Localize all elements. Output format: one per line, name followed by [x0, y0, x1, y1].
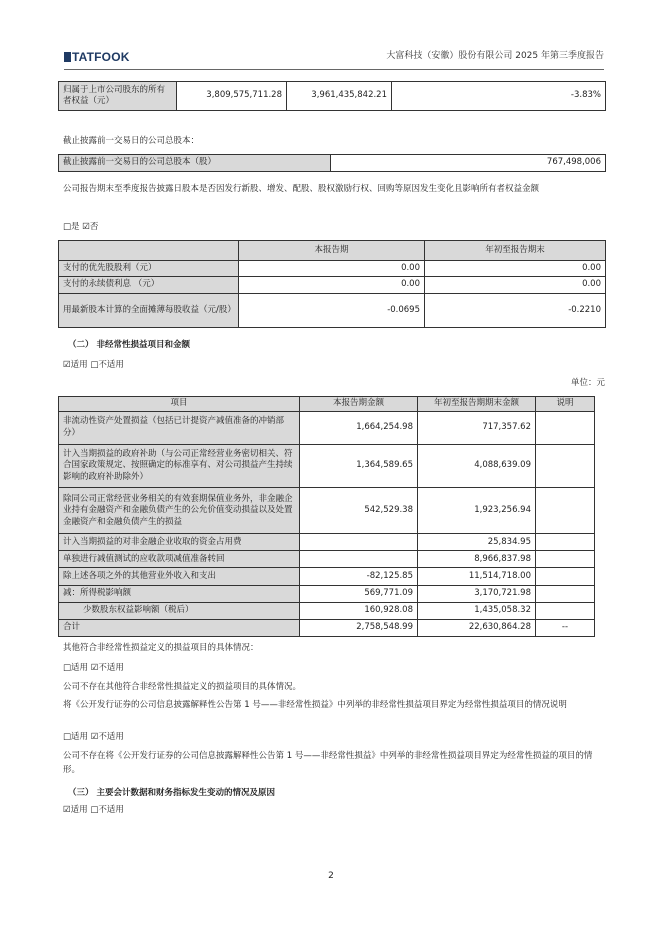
- eps-row-ytd: 0.00: [425, 261, 606, 277]
- table-row: [59, 444, 595, 488]
- equity-current: 3,809,575,711.28: [177, 82, 287, 111]
- eps-row-current: 0.00: [239, 261, 425, 277]
- table-row: [59, 82, 606, 111]
- nr-total-note: --: [536, 619, 595, 636]
- other-items-answer: 公司不存在其他符合非经常性损益定义的损益项目的具体情况。: [63, 682, 302, 692]
- reclassification-question: 将《公开发行证券的公司信息披露解释性公告第 1 号——非经常性损益》中列举的非经常性损益项目界定为经常性损益项目的情况说明: [63, 700, 567, 710]
- nr-item: 减：所得税影响额: [59, 585, 300, 602]
- table-row: [59, 534, 595, 551]
- eps-row-current: -0.0695: [239, 293, 425, 327]
- nr-current: 1,664,254.98: [300, 411, 418, 444]
- nr-ytd: 1,923,256.94: [418, 488, 536, 534]
- nr-header-ytd: 年初至报告期期末金额: [418, 397, 536, 412]
- eps-header-blank: [59, 241, 239, 261]
- eps-row-label: 用最新股本计算的全面摊薄每股收益（元/股）: [59, 293, 239, 327]
- table-row: [59, 293, 606, 327]
- nr-ytd: 11,514,718.00: [418, 568, 536, 585]
- equity-label: 归属于上市公司股东的所有者权益（元）: [59, 82, 177, 111]
- eps-table: [58, 240, 606, 328]
- nr-total-current: 2,758,548.99: [300, 619, 418, 636]
- nr-current: [300, 551, 418, 568]
- nr-note: [536, 444, 595, 488]
- table-row: [59, 585, 595, 602]
- nr-ytd: 8,966,837.98: [418, 551, 536, 568]
- nr-current: 1,364,589.65: [300, 444, 418, 488]
- nr-note: [536, 534, 595, 551]
- nr-item: 除同公司正常经营业务相关的有效套期保值业务外，非金融企业持有金融资产和金融负债产生的公允价值变动损益以及处置金融资产和金融负债产生的损益: [59, 488, 300, 534]
- eps-row-label: 支付的优先股股利（元）: [59, 261, 239, 277]
- page-number: 2: [328, 871, 334, 881]
- table-header-row: [59, 241, 606, 261]
- section2-title: （二） 非经常性损益项目和金额: [68, 340, 190, 350]
- nr-total-label: 合计: [59, 619, 300, 636]
- logo-mark-icon: [64, 52, 71, 62]
- nr-header-item: 项目: [59, 397, 300, 412]
- table-row: [59, 602, 595, 619]
- section2-applicable: ☑适用 □不适用: [63, 360, 124, 370]
- table-header-row: [59, 397, 595, 412]
- equity-prior: 3,961,435,842.21: [287, 82, 392, 111]
- table-row: [59, 277, 606, 293]
- equity-change: -3.83%: [392, 82, 606, 111]
- other-items-choice: □适用 ☑不适用: [63, 663, 124, 673]
- logo-text: TATFOOK: [72, 50, 130, 64]
- table-row: [59, 261, 606, 277]
- section3-title: （三） 主要会计数据和财务指标发生变动的情况及原因: [68, 788, 275, 798]
- table-row: [59, 155, 606, 172]
- table-row: [59, 568, 595, 585]
- nr-ytd: 717,357.62: [418, 411, 536, 444]
- reclassification-choice: □适用 ☑不适用: [63, 732, 124, 742]
- page-header: [64, 47, 604, 70]
- share-capital-table: [58, 154, 606, 172]
- nr-item: 非流动性资产处置损益（包括已计提资产减值准备的冲销部分）: [59, 411, 300, 444]
- nr-item: 除上述各项之外的其他营业外收入和支出: [59, 568, 300, 585]
- eps-row-ytd: -0.2210: [425, 293, 606, 327]
- eps-row-label: 支付的永续债利息 （元）: [59, 277, 239, 293]
- share-capital-intro: 截止披露前一交易日的公司总股本：: [63, 136, 200, 146]
- eps-header-current: 本报告期: [239, 241, 425, 261]
- nr-item: 计入当期损益的对非金融企业收取的资金占用费: [59, 534, 300, 551]
- unit-label: 单位：元: [570, 378, 605, 388]
- table-row: [59, 551, 595, 568]
- eps-header-ytd: 年初至报告期末: [425, 241, 606, 261]
- share-change-question: 公司报告期末至季度报告披露日股本是否因发行新股、增发、配股、股权激励行权、回购等原因发生变化且影响所有者权益金额: [63, 184, 540, 194]
- nr-note: [536, 585, 595, 602]
- eps-row-current: 0.00: [239, 277, 425, 293]
- eps-row-ytd: 0.00: [425, 277, 606, 293]
- nr-ytd: 25,834.95: [418, 534, 536, 551]
- nr-note: [536, 568, 595, 585]
- nr-ytd: 1,435,058.32: [418, 602, 536, 619]
- reclassification-answer: 公司不存在将《公开发行证券的公司信息披露解释性公告第 1 号——非经常性损益》中列举的非经常性损益项目界定为经常性损益的项目的情形。: [63, 751, 593, 775]
- nr-item: 计入当期损益的政府补助（与公司正常经营业务密切相关、符合国家政策规定、按照确定的标准享有、对公司损益产生持续影响的政府补助除外）: [59, 444, 300, 488]
- share-capital-label: 截止披露前一交易日的公司总股本（股）: [59, 155, 331, 172]
- table-total-row: [59, 619, 595, 636]
- table-row: [59, 411, 595, 444]
- section3-applicable: ☑适用 □不适用: [63, 805, 124, 815]
- share-change-choice: □是 ☑否: [63, 222, 99, 232]
- nr-total-ytd: 22,630,864.28: [418, 619, 536, 636]
- company-logo: [64, 49, 130, 65]
- report-title: 大富科技（安徽）股份有限公司 2025 年第三季度报告: [386, 51, 604, 61]
- nr-current: 542,529.38: [300, 488, 418, 534]
- nr-ytd: 4,088,639.09: [418, 444, 536, 488]
- nr-current: -82,125.85: [300, 568, 418, 585]
- table-row: [59, 488, 595, 534]
- nr-item: 单独进行减值测试的应收款项减值准备转回: [59, 551, 300, 568]
- nr-note: [536, 602, 595, 619]
- nr-current: [300, 534, 418, 551]
- nr-current: 569,771.09: [300, 585, 418, 602]
- nr-note: [536, 551, 595, 568]
- nonrecurring-table: [58, 396, 595, 637]
- equity-table: [58, 81, 606, 111]
- nr-current: 160,928.08: [300, 602, 418, 619]
- nr-item: 少数股东权益影响额（税后）: [59, 602, 300, 619]
- nr-note: [536, 488, 595, 534]
- nr-header-note: 说明: [536, 397, 595, 412]
- other-items-question: 其他符合非经常性损益定义的损益项目的具体情况：: [63, 643, 259, 653]
- share-capital-value: 767,498,006: [331, 155, 606, 172]
- nr-note: [536, 411, 595, 444]
- nr-header-current: 本报告期金额: [300, 397, 418, 412]
- nr-ytd: 3,170,721.98: [418, 585, 536, 602]
